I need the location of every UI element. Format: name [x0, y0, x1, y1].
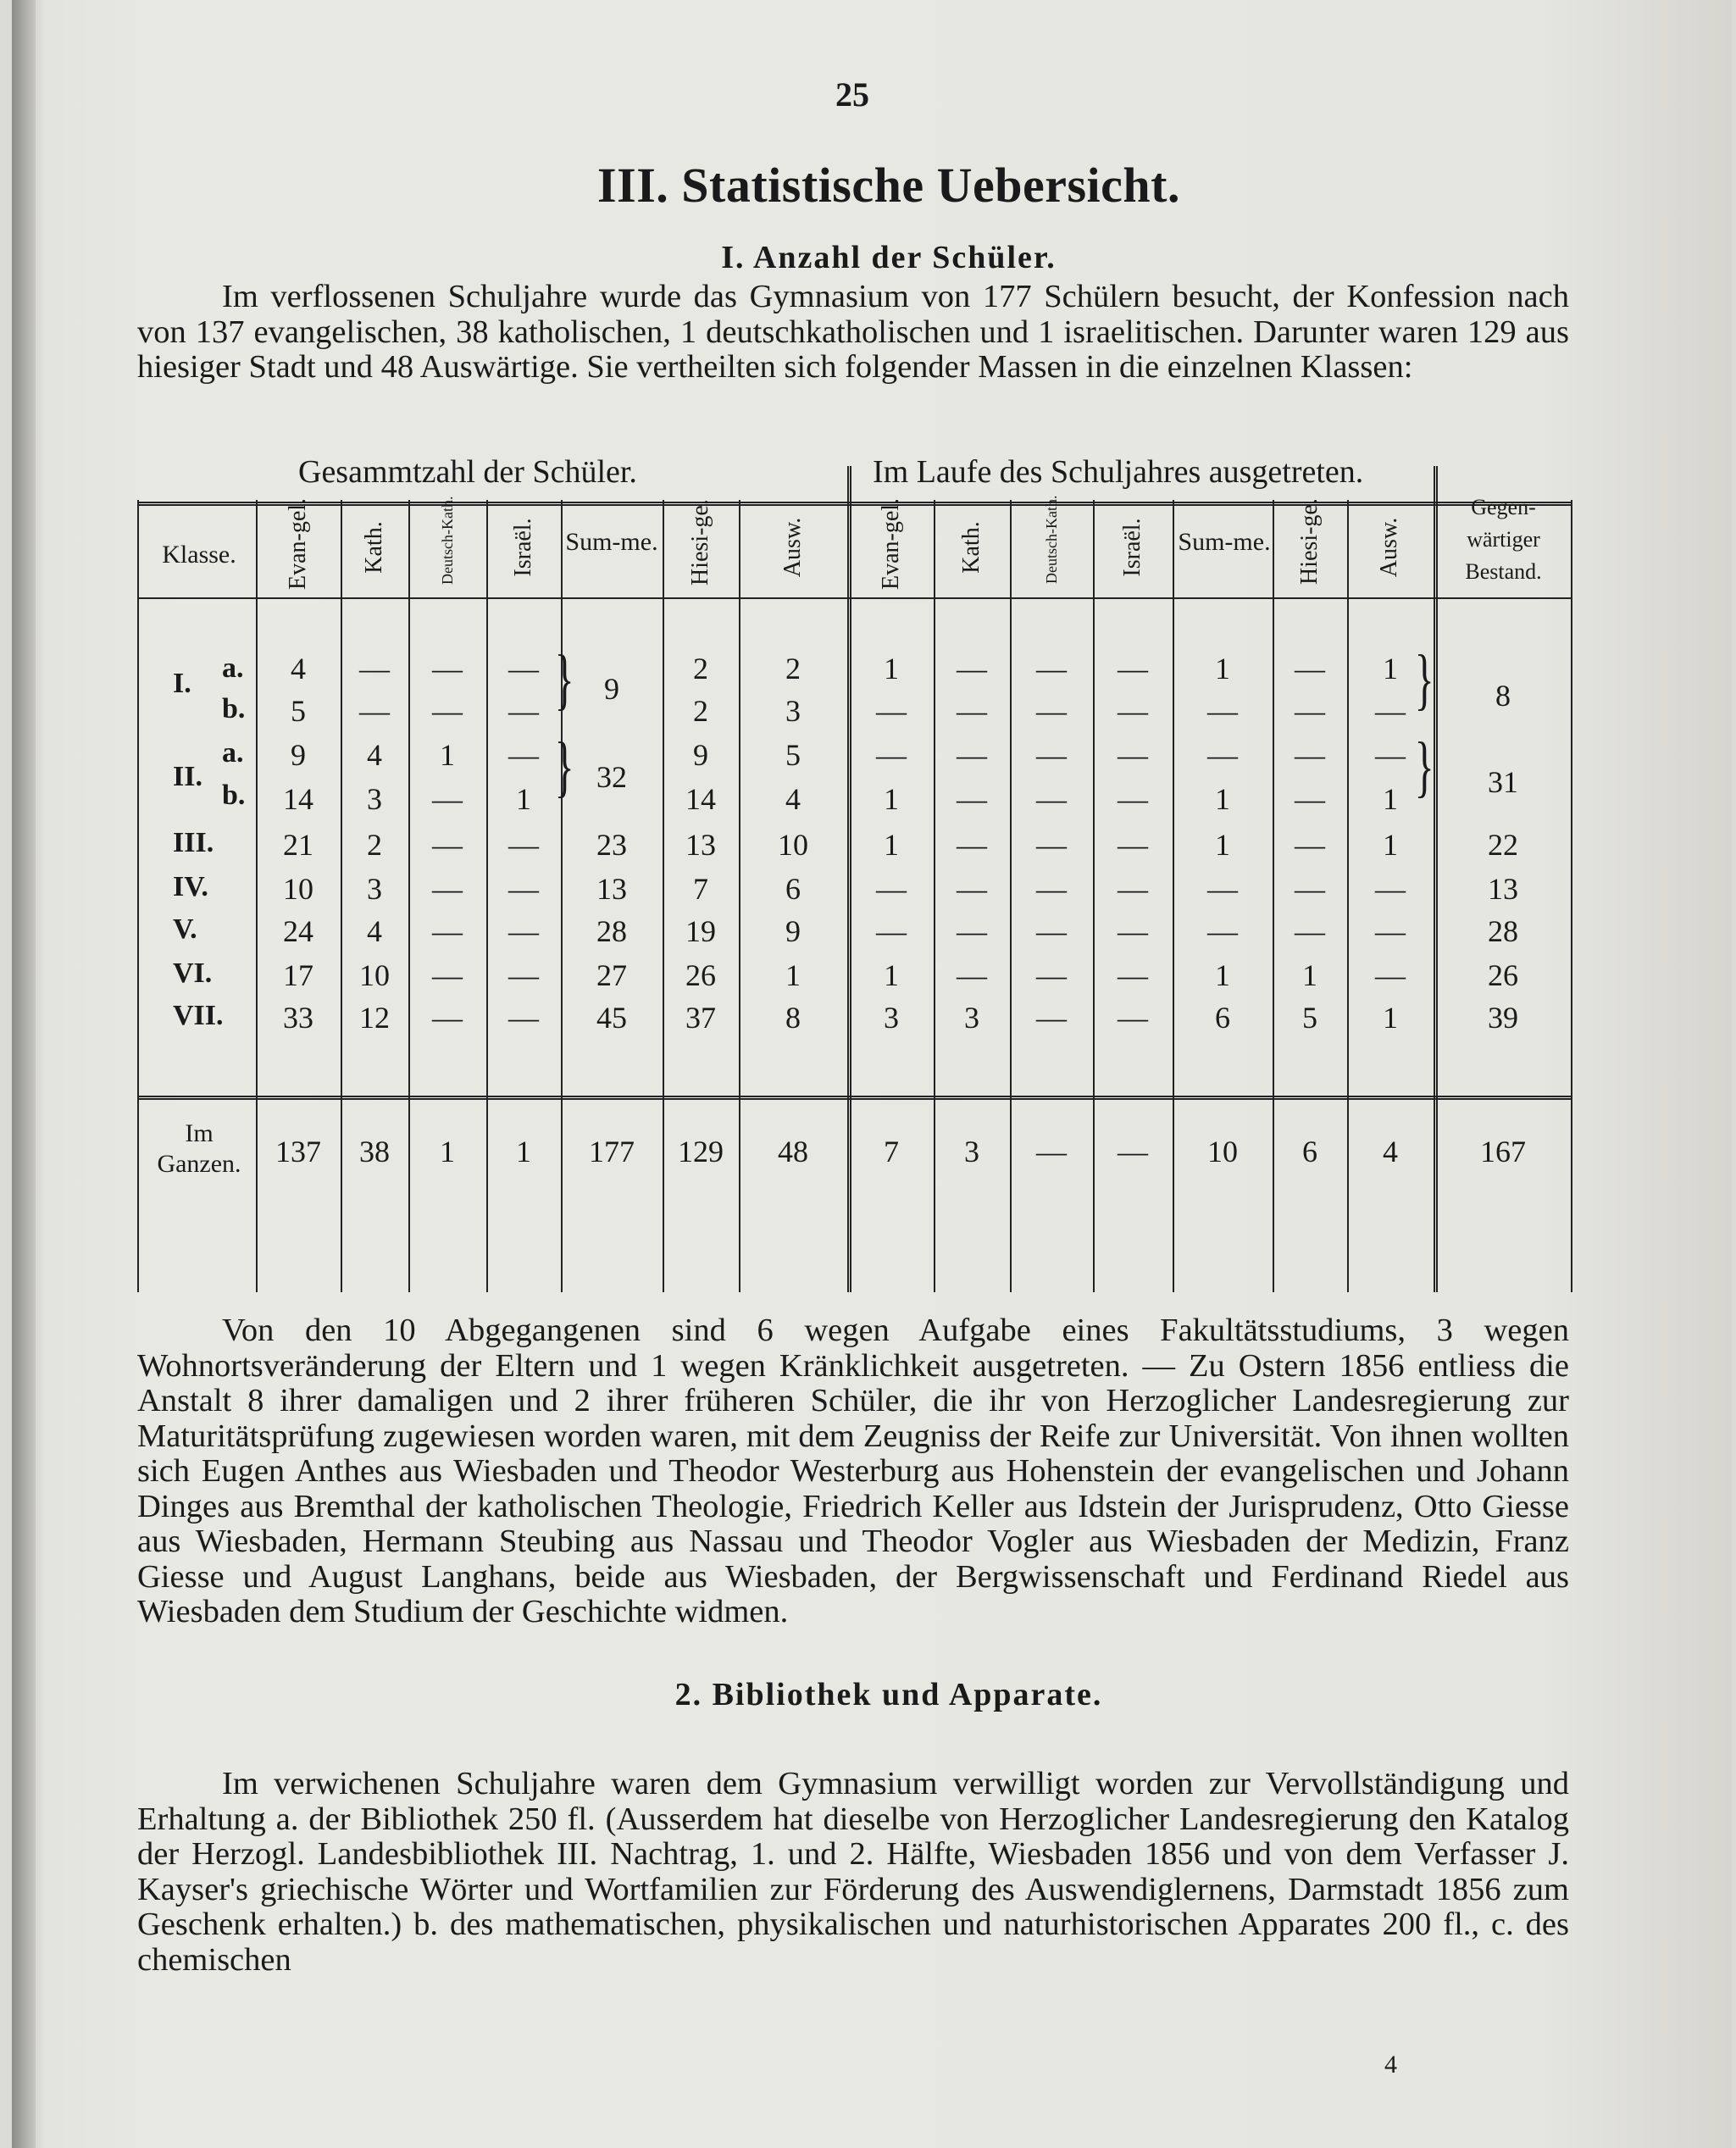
cell-IIb-lh: —	[1295, 782, 1325, 816]
table-cell: —	[1118, 828, 1148, 862]
table-cell: —	[432, 958, 463, 992]
header-kath: Kath.	[361, 521, 387, 574]
table-cell: —	[1295, 914, 1325, 948]
brace-I: }	[554, 642, 574, 717]
cell-II-sum: 32	[596, 760, 627, 794]
cell-IIa-e: 9	[291, 738, 306, 772]
cell-Ib-ka: —	[359, 694, 390, 728]
table-cell: —	[1375, 872, 1406, 906]
cell-Ia-ls: 1	[1215, 652, 1230, 685]
statistics-table	[137, 449, 1571, 1292]
table-cell: —	[432, 872, 463, 906]
paragraph-departures: Von den 10 Abgegangenen sind 6 wegen Aufgabe eines Fakultätsstudiums, 3 wegen Wohnortsveränderung der Eltern und 1 wegen Kränklichkeit ausgetreten. — Zu Ostern 1856 entliess die Anstalt 8 ihrer damaligen und 2 ihrer früheren Schüler, die ihr von Herzoglicher Landesregierung zur Maturitätsprüfung zugewiesen worden waren, mit dem Zeugniss der Reife zur Universität. Von ihnen wollten sich Eugen Anthes aus Wiesbaden und Theodor Westerburg aus Hohenstein der evangelischen und Johann Dinges aus Bremthal der katholischen Theologie, Friedrich Keller aus Idstein der Jurisprudenz, Otto Giesse aus Wiesbaden, Hermann Steubing aus Nassau und Theodor Vogler aus Wiesbaden der Medizin, Franz Giesse und August Langhans, beide aus Wiesbaden, der Bergwissenschaft und Ferdinand Riedel aus Wiesbaden dem Studium der Geschichte widmen.	[137, 1313, 1569, 1629]
cell-IIb-i: 1	[516, 782, 531, 816]
table-cell: —	[957, 914, 987, 948]
sub-a-label: a.	[222, 652, 244, 684]
header-left-ausw: Ausw.	[1376, 517, 1402, 578]
class-II-label: II.	[173, 761, 202, 792]
table-cell: —	[957, 828, 987, 862]
header-left-summe: Sum-me.	[1178, 528, 1271, 556]
table-cell: 23	[596, 828, 627, 862]
table-cell: —	[957, 872, 987, 906]
rule-v	[137, 500, 139, 1292]
table-cell: 45	[596, 1001, 627, 1035]
cell-total-i: 1	[516, 1135, 531, 1168]
cell-IIb-le: 1	[884, 782, 899, 816]
paragraph-library: Im verwichenen Schuljahre waren dem Gymnasium verwilligt worden zur Vervollständigung und Erhaltung a. der Bibliothek 250 fl. (Ausserdem hat dieselbe von Herzoglicher Landesregierung den Katalog der Herzogl. Landesbibliothek III. Nachtrag, 1. und 2. Hälfte, Wiesbaden 1856 und von dem Verfasser J. Kayser's griechische Wörter und Wortfamilien zur Förderung des Auswendiglernens, Darmstadt 1856 zum Geschenk erhalten.) b. des mathematischen, physikalischen und naturhistorischen Apparates 200 fl., c. des chemischen	[137, 1766, 1569, 1978]
cell-Ia-ka: —	[359, 652, 390, 685]
cell-Ia-li: —	[1118, 652, 1148, 685]
table-cell: 26	[685, 958, 716, 992]
table-cell: 13	[596, 872, 627, 906]
table-cell: 5	[1302, 1001, 1317, 1035]
cell-Ia-e: 4	[291, 652, 306, 685]
cell-total-h: 129	[678, 1135, 724, 1168]
table-cell: —	[508, 1001, 539, 1035]
cell-Ia-i: —	[508, 652, 539, 685]
table-cell: 1	[1215, 958, 1230, 992]
table-cell: 12	[359, 1001, 390, 1035]
header-deutschkath: Deutsch-Kath.	[439, 496, 456, 585]
table-cell: —	[1375, 914, 1406, 948]
cell-IIa-ka: 4	[367, 738, 382, 772]
cell-I-sum: 9	[604, 672, 619, 706]
cell-total-b: 167	[1480, 1135, 1526, 1168]
cell-IIb-a: 4	[785, 782, 801, 816]
cell-IIa-lh: —	[1295, 738, 1325, 772]
class-label: III.	[173, 827, 214, 858]
header-ausw: Ausw.	[779, 517, 806, 578]
intro-paragraph: Im verflossenen Schuljahre wurde das Gymnasium von 177 Schülern besucht, der Konfession nach von 137 evangelischen, 38 katholischen, 1 deutschkatholischen und 1 israelitischen. Darunter waren 129 aus hiesiger Stadt und 48 Auswärtige. Sie vertheilten sich folgender Massen in die einzelnen Klassen:	[137, 279, 1569, 385]
cell-IIa-la: —	[1375, 738, 1406, 772]
table-cell: —	[1295, 872, 1325, 906]
table-cell: 13	[685, 828, 716, 862]
group-header-total: Gesammtzahl der Schüler.	[298, 454, 637, 490]
class-label: IV.	[173, 871, 208, 902]
cell-II-bestand: 31	[1488, 765, 1518, 799]
cell-Ib-li: —	[1118, 694, 1148, 728]
table-cell: 33	[283, 1001, 313, 1035]
table-cell: —	[1207, 914, 1238, 948]
cell-IIb-h: 14	[685, 782, 716, 816]
table-cell: —	[1375, 958, 1406, 992]
table-cell: 21	[283, 828, 313, 862]
page	[12, 0, 1732, 2148]
cell-IIa-le: —	[876, 738, 907, 772]
cell-total-le: 7	[884, 1135, 899, 1168]
table-cell: 1	[1383, 1001, 1398, 1035]
rule-total	[137, 1096, 1571, 1100]
table-cell: —	[876, 914, 907, 948]
cell-Ia-a: 2	[785, 652, 801, 685]
header-israel: Israël.	[510, 518, 536, 577]
cell-Ib-i: —	[508, 694, 539, 728]
cell-Ib-le: —	[876, 694, 907, 728]
table-cell: 8	[785, 1001, 801, 1035]
table-cell: —	[1036, 914, 1067, 948]
rule-v	[1571, 500, 1572, 1292]
table-cell: —	[508, 958, 539, 992]
table-cell: 2	[367, 828, 382, 862]
cell-total-d: 1	[440, 1135, 455, 1168]
cell-total-s: 177	[589, 1135, 635, 1168]
table-cell: 27	[596, 958, 627, 992]
sheet-signature: 4	[1384, 2051, 1397, 2079]
table-cell: —	[432, 914, 463, 948]
table-cell: 3	[367, 872, 382, 906]
cell-Ia-ld: —	[1036, 652, 1067, 685]
cell-IIb-la: 1	[1383, 782, 1398, 816]
header-left-israel: Israël.	[1119, 518, 1145, 577]
table-cell: —	[1118, 872, 1148, 906]
table-cell: 26	[1488, 958, 1518, 992]
cell-total-la: 4	[1383, 1135, 1398, 1168]
page-number: 25	[835, 75, 869, 114]
sub-b-label: b.	[222, 693, 246, 724]
table-cell: 24	[283, 914, 313, 948]
table-cell: —	[432, 828, 463, 862]
header-evangel: Evan-gel.	[285, 497, 311, 590]
cell-IIb-ls: 1	[1215, 782, 1230, 816]
table-cell: —	[1295, 828, 1325, 862]
class-label: V.	[173, 913, 197, 945]
table-cell: 22	[1488, 828, 1518, 862]
header-summe: Sum-me.	[565, 528, 658, 556]
table-cell: 7	[693, 872, 708, 906]
table-cell: 10	[778, 828, 808, 862]
header-left-hiesige: Hiesi-ge.	[1296, 498, 1323, 585]
cell-IIa-lka: —	[957, 738, 987, 772]
cell-IIa-ls: —	[1207, 738, 1238, 772]
table-cell: 28	[1488, 914, 1518, 948]
group-header-left: Im Laufe des Schuljahres ausgetreten.	[873, 454, 1364, 490]
cell-IIb-lka: —	[957, 782, 987, 816]
table-cell: —	[1118, 958, 1148, 992]
cell-Ib-ld: —	[1036, 694, 1067, 728]
table-cell: —	[1118, 1001, 1148, 1035]
cell-IIb-e: 14	[283, 782, 313, 816]
table-cell: 13	[1488, 872, 1518, 906]
cell-total-a: 48	[778, 1135, 808, 1168]
cell-Ib-lka: —	[957, 694, 987, 728]
table-cell: 3	[884, 1001, 899, 1035]
cell-Ib-a: 3	[785, 694, 801, 728]
cell-Ib-h: 2	[693, 694, 708, 728]
cell-Ia-la: 1	[1383, 652, 1398, 685]
cell-Ia-h: 2	[693, 652, 708, 685]
cell-IIa-li: —	[1118, 738, 1148, 772]
table-cell: 1	[884, 958, 899, 992]
table-cell: —	[1207, 872, 1238, 906]
cell-total-ka: 38	[359, 1135, 390, 1168]
cell-total-ls: 10	[1207, 1135, 1238, 1168]
total-label: Im Ganzen.	[157, 1119, 241, 1178]
class-I-label: I.	[173, 668, 191, 699]
cell-total-lka: 3	[964, 1135, 979, 1168]
cell-IIa-h: 9	[693, 738, 708, 772]
table-cell: —	[508, 914, 539, 948]
header-left-kath: Kath.	[958, 521, 984, 574]
cell-total-ld: —	[1036, 1135, 1067, 1168]
cell-Ia-d: —	[432, 652, 463, 685]
cell-Ib-ls: —	[1207, 694, 1238, 728]
table-cell: 1	[1302, 958, 1317, 992]
table-cell: —	[508, 828, 539, 862]
table-cell: —	[1036, 872, 1067, 906]
header-left-deutschkath: Deutsch-Kath.	[1043, 495, 1060, 584]
section-heading-2: 2. Bibliothek und Apparate.	[674, 1677, 1103, 1712]
table-cell: —	[876, 872, 907, 906]
cell-total-li: —	[1118, 1135, 1148, 1168]
cell-Ib-e: 5	[291, 694, 306, 728]
table-cell: 39	[1488, 1001, 1518, 1035]
sub-a-label: a.	[222, 737, 244, 769]
table-cell: 19	[685, 914, 716, 948]
table-cell: —	[1036, 828, 1067, 862]
sub-b-label: b.	[222, 780, 246, 811]
book-spine-shadow	[12, 0, 36, 2148]
cell-Ia-le: 1	[884, 652, 899, 685]
table-cell: 1	[1383, 828, 1398, 862]
table-cell: 10	[359, 958, 390, 992]
cell-IIb-li: —	[1118, 782, 1148, 816]
rule-top	[137, 502, 1571, 506]
table-cell: —	[432, 1001, 463, 1035]
cell-Ia-lka: —	[957, 652, 987, 685]
header-klasse: Klasse.	[162, 541, 236, 569]
cell-Ib-lh: —	[1295, 694, 1325, 728]
cell-Ib-la: —	[1375, 694, 1406, 728]
table-cell: 1	[1215, 828, 1230, 862]
cell-IIb-ld: —	[1036, 782, 1067, 816]
cell-IIa-i: —	[508, 738, 539, 772]
table-cell: 10	[283, 872, 313, 906]
table-cell: 6	[785, 872, 801, 906]
cell-Ia-lh: —	[1295, 652, 1325, 685]
table-cell: —	[1118, 914, 1148, 948]
cell-total-e: 137	[275, 1135, 321, 1168]
rule-v-group	[1434, 466, 1438, 1292]
brace-I-left: }	[1414, 642, 1434, 717]
class-label: VII.	[173, 1000, 224, 1031]
table-cell: 28	[596, 914, 627, 948]
table-cell: 3	[964, 1001, 979, 1035]
cell-IIb-ka: 3	[367, 782, 382, 816]
cell-I-bestand: 8	[1495, 679, 1511, 713]
table-cell: —	[508, 872, 539, 906]
header-bestand: Gegen-wärtiger Bestand.	[1465, 495, 1542, 584]
table-cell: 9	[785, 914, 801, 948]
table-cell: 37	[685, 1001, 716, 1035]
table-cell: 17	[283, 958, 313, 992]
table-cell: —	[957, 958, 987, 992]
cell-Ib-d: —	[432, 694, 463, 728]
table-cell: 6	[1215, 1001, 1230, 1035]
chapter-title: III. Statistische Uebersicht.	[597, 158, 1180, 213]
table-cell: 1	[785, 958, 801, 992]
header-hiesige: Hiesi-ge.	[687, 499, 713, 586]
rule-header	[137, 597, 1571, 599]
cell-IIb-d: —	[432, 782, 463, 816]
cell-IIa-d: 1	[440, 738, 455, 772]
table-cell: 4	[367, 914, 382, 948]
table-cell: —	[1036, 1001, 1067, 1035]
cell-IIa-a: 5	[785, 738, 801, 772]
section-heading-1: I. Anzahl der Schüler.	[721, 240, 1057, 275]
header-left-evangel: Evan-gel.	[878, 497, 904, 590]
cell-IIa-ld: —	[1036, 738, 1067, 772]
table-cell: 1	[884, 828, 899, 862]
table-cell: —	[1036, 958, 1067, 992]
brace-II-left: }	[1414, 730, 1434, 804]
cell-total-lh: 6	[1302, 1135, 1317, 1168]
class-label: VI.	[173, 957, 213, 989]
brace-II: }	[554, 730, 574, 804]
